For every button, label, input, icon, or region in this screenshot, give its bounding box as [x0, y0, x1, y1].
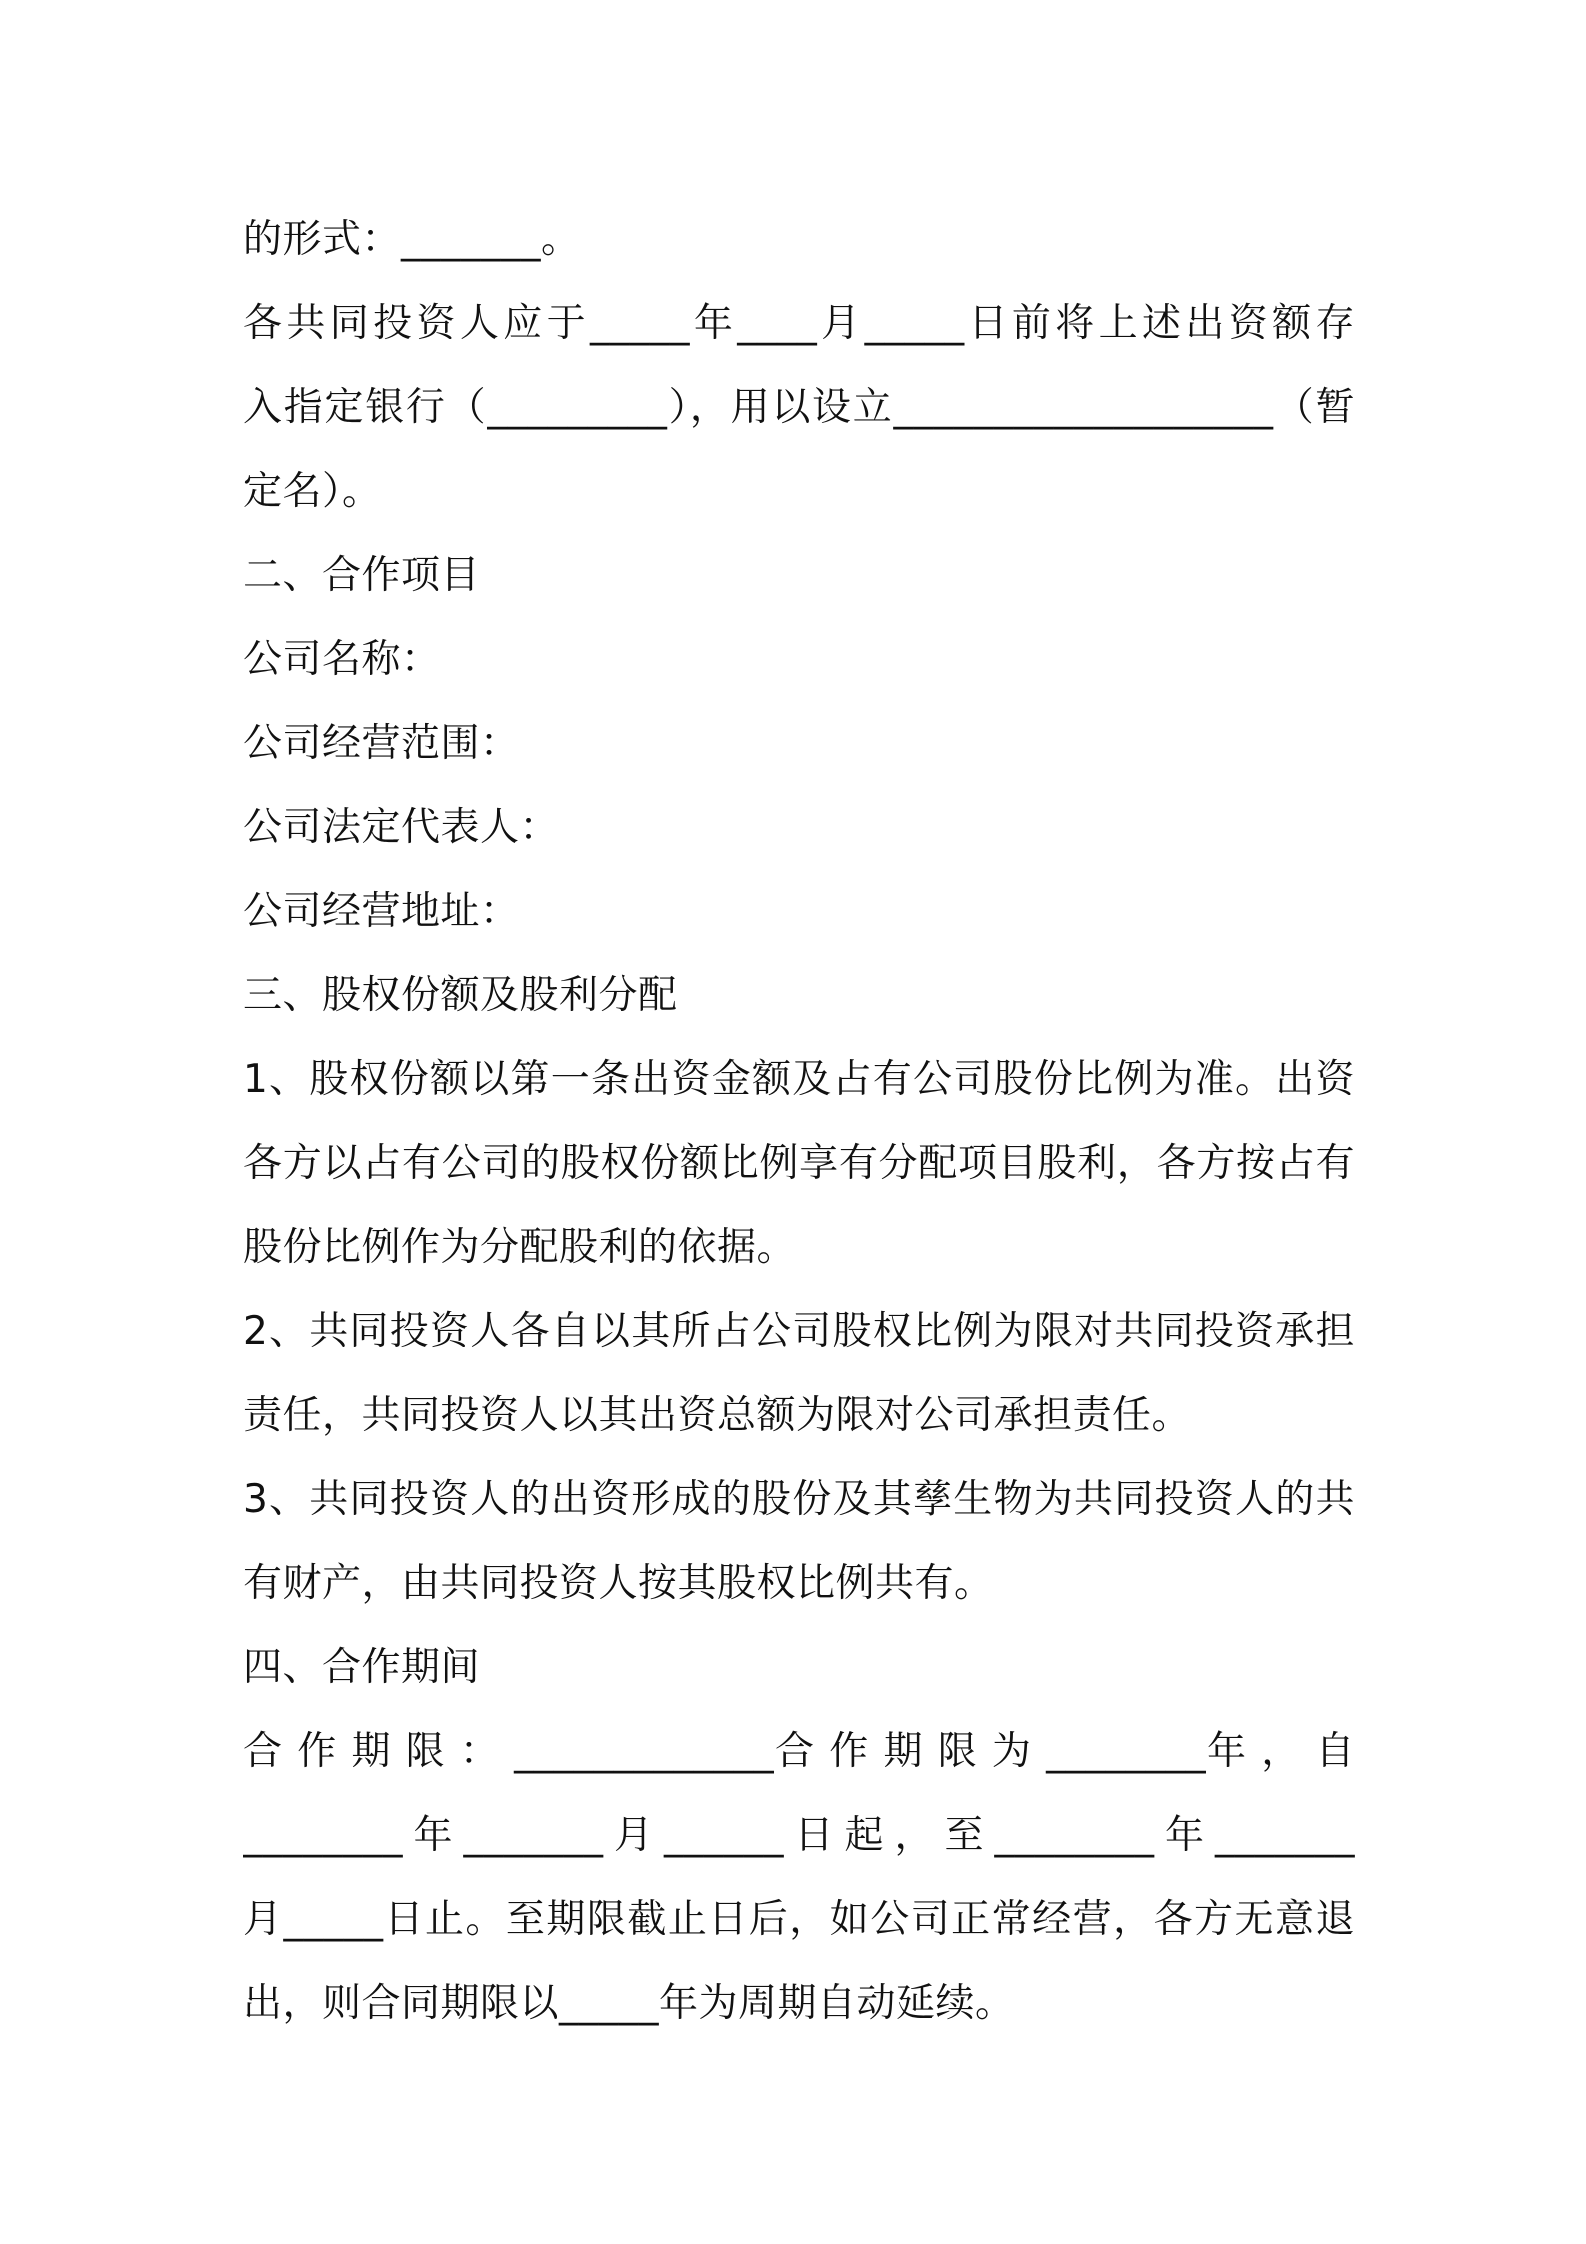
section-heading-equity-dividends: 三、股权份额及股利分配: [243, 973, 678, 1018]
term-line-2: ________年_______月______日起，至________年_______: [243, 1813, 1355, 1858]
text-line-tentative-name: 定名）。: [243, 469, 382, 514]
field-label-company-name: 公司名称：: [243, 637, 441, 682]
text-line-contribution-form: 的形式：_______。: [243, 217, 581, 262]
text-line-designated-bank: 入指定银行（_________），用以设立___________________（暂: [243, 385, 1355, 430]
field-label-business-scope: 公司经营范围：: [243, 721, 520, 766]
term-line-3: 月_____日止。至期限截止日后，如公司正常经营，各方无意退: [243, 1897, 1355, 1942]
field-label-legal-representative: 公司法定代表人：: [243, 805, 560, 850]
clause-1-line-3: 股份比例作为分配股利的依据。: [243, 1225, 797, 1270]
clause-1-line-2: 各方以占有公司的股权份额比例享有分配项目股利，各方按占有: [243, 1141, 1355, 1186]
document-body: [243, 198, 1355, 2046]
clause-3-line-2: 有财产，由共同投资人按其股权比例共有。: [243, 1561, 994, 1606]
term-line-4: 出，则合同期限以_____年为周期自动延续。: [243, 1981, 1015, 2026]
clause-1-line-1: 1、股权份额以第一条出资金额及占有公司股份比例为准。出资: [243, 1057, 1355, 1102]
clause-3-line-1: 3、共同投资人的出资形成的股份及其孳生物为共同投资人的共: [243, 1477, 1355, 1522]
clause-2-line-2: 责任，共同投资人以其出资总额为限对公司承担责任。: [243, 1393, 1192, 1438]
field-label-business-address: 公司经营地址：: [243, 889, 520, 934]
section-heading-cooperation-period: 四、合作期间: [243, 1645, 481, 1690]
section-heading-cooperation-project: 二、合作项目: [243, 553, 481, 598]
text-line-deposit-deadline: 各共同投资人应于_____年____月_____日前将上述出资额存: [243, 301, 1355, 346]
term-line-1: 合 作 期 限 ： _____________合 作 期 限 为 ________年 ， 自: [243, 1729, 1355, 1774]
clause-2-line-1: 2、共同投资人各自以其所占公司股权比例为限对共同投资承担: [243, 1309, 1355, 1354]
